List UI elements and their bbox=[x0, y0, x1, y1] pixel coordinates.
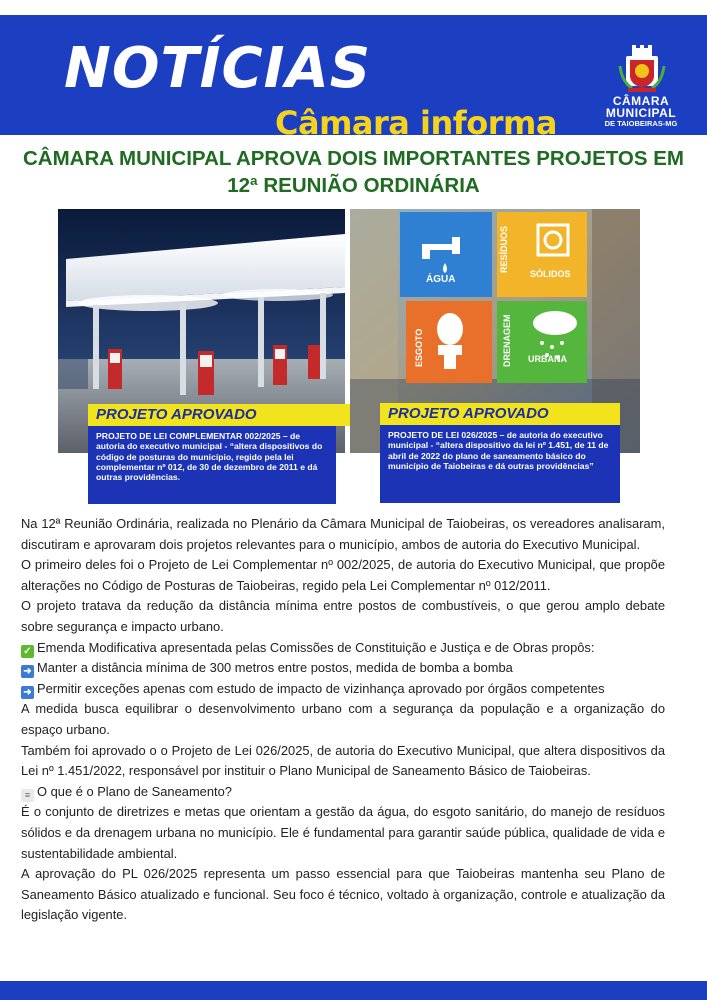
tile-label-solidos: SÓLIDOS bbox=[530, 269, 571, 279]
header-banner bbox=[0, 15, 707, 142]
logo-line-2: MUNICIPAL bbox=[605, 106, 677, 120]
article-list-item bbox=[21, 679, 665, 700]
article-list-item bbox=[21, 658, 665, 679]
article-paragraph: A aprovação do PL 026/2025 representa um passo essencial para que Taiobeiras mantenha seu Plano de Saneamento Básico atualizado e funcional. Seu foco é técnico, voltado à organização, controle e atualização da legislação vigente. bbox=[21, 866, 665, 923]
tile-label-urbana: URBANA bbox=[528, 354, 567, 364]
news-headline: CÂMARA MUNICIPAL APROVA DOIS IMPORTANTES PROJETOS EM 12ª REUNIÃO ORDINÁRIA bbox=[23, 147, 684, 197]
camara-logo-text bbox=[588, 95, 694, 128]
banner-title: NOTÍCIAS bbox=[64, 36, 372, 101]
article-paragraph: Emenda Modificativa apresentada pelas Comissões de Constituição e Justiça e de Obras propôs: bbox=[37, 639, 595, 655]
banner-subtitle: Câmara informa bbox=[275, 104, 557, 142]
tile-label-esgoto: ESGOTO bbox=[414, 328, 424, 367]
article-paragraph: É o conjunto de diretrizes e metas que orientam a gestão da água, do esgoto sanitário, do manejo de resíduos sólidos e da drenagem urbana no município. Ele é fundamental para garantir saúde pública, qualidade de vida e sustentabilidade ambiental. bbox=[21, 804, 665, 861]
article-paragraph: Permitir exceções apenas com estudo de impacto de vizinhança aprovado por órgãos competentes bbox=[37, 680, 605, 696]
article-body bbox=[21, 514, 665, 926]
top-margin bbox=[0, 0, 707, 15]
coat-of-arms-icon bbox=[618, 42, 666, 94]
tile-label-drenagem: DRENAGEM bbox=[502, 314, 512, 367]
logo-line-3: DE TAIOBEIRAS-MG bbox=[604, 119, 678, 128]
article-paragraph: O que é o Plano de Saneamento? bbox=[37, 783, 232, 799]
arrow-right-icon: ➜ bbox=[21, 665, 34, 678]
logo-line-1: CÂMARA bbox=[612, 94, 670, 108]
article-paragraph: O projeto tratava da redução da distância mínima entre postos de combustíveis, o que gerou amplo debate sobre segurança e impacto urbano. bbox=[21, 598, 665, 634]
memo-icon: ≡ bbox=[21, 789, 34, 802]
article-question bbox=[21, 782, 665, 803]
article-paragraph: O primeiro deles foi o Projeto de Lei Complementar nº 002/2025, de autoria do Executivo Municipal, que propõe alterações no Código de Posturas de Taiobeiras, regido pela Lei Complementar nº 012/2011. bbox=[21, 557, 665, 593]
tile-label-agua: ÁGUA bbox=[426, 274, 456, 285]
article-list-heading bbox=[21, 638, 665, 659]
article-paragraph: Também foi aprovado o o Projeto de Lei 026/2025, de autoria do Executivo Municipal, que altera dispositivos da Lei nº 1.451/2022, responsável por instituir o Plano Municipal de Saneamento Básico de Taiobeiras. bbox=[21, 742, 665, 779]
check-mark-icon: ✓ bbox=[21, 645, 34, 658]
arrow-right-icon: ➜ bbox=[21, 686, 34, 699]
project-card-left: PROJETO DE LEI COMPLEMENTAR 002/2025 – de autoria do executivo municipal - “altera dispositivos do código de posturas do município, regido pela lei complementar nº 012, de 30 de dezembro de 2011 e dá outras providências. bbox=[88, 426, 336, 504]
project-card-right: PROJETO DE LEI 026/2025 – de autoria do executivo municipal - “altera dispositivo da lei nº 1.451, de 11 de abril de 2022 do plano de saneamento básico do município de Taiobeiras e dá outras providências” bbox=[380, 425, 620, 503]
article-paragraph: Manter a distância mínima de 300 metros entre postos, medida de bomba a bomba bbox=[37, 660, 513, 676]
footer-bar bbox=[0, 981, 707, 1000]
tile-label-residuos: RESÍDUOS bbox=[499, 225, 509, 273]
article-paragraph: Na 12ª Reunião Ordinária, realizada no Plenário da Câmara Municipal de Taiobeiras, os vereadores analisaram, discutiram e aprovaram dois projetos relevantes para o município, ambos de autoria do Executivo Municipal. bbox=[21, 516, 665, 552]
approved-tag-left: PROJETO APROVADO bbox=[88, 404, 350, 426]
approved-tag-right: PROJETO APROVADO bbox=[380, 403, 620, 425]
article-paragraph: A medida busca equilibrar o desenvolvimento urbano com a segurança da população e a organização do espaço urbano. bbox=[21, 701, 665, 737]
